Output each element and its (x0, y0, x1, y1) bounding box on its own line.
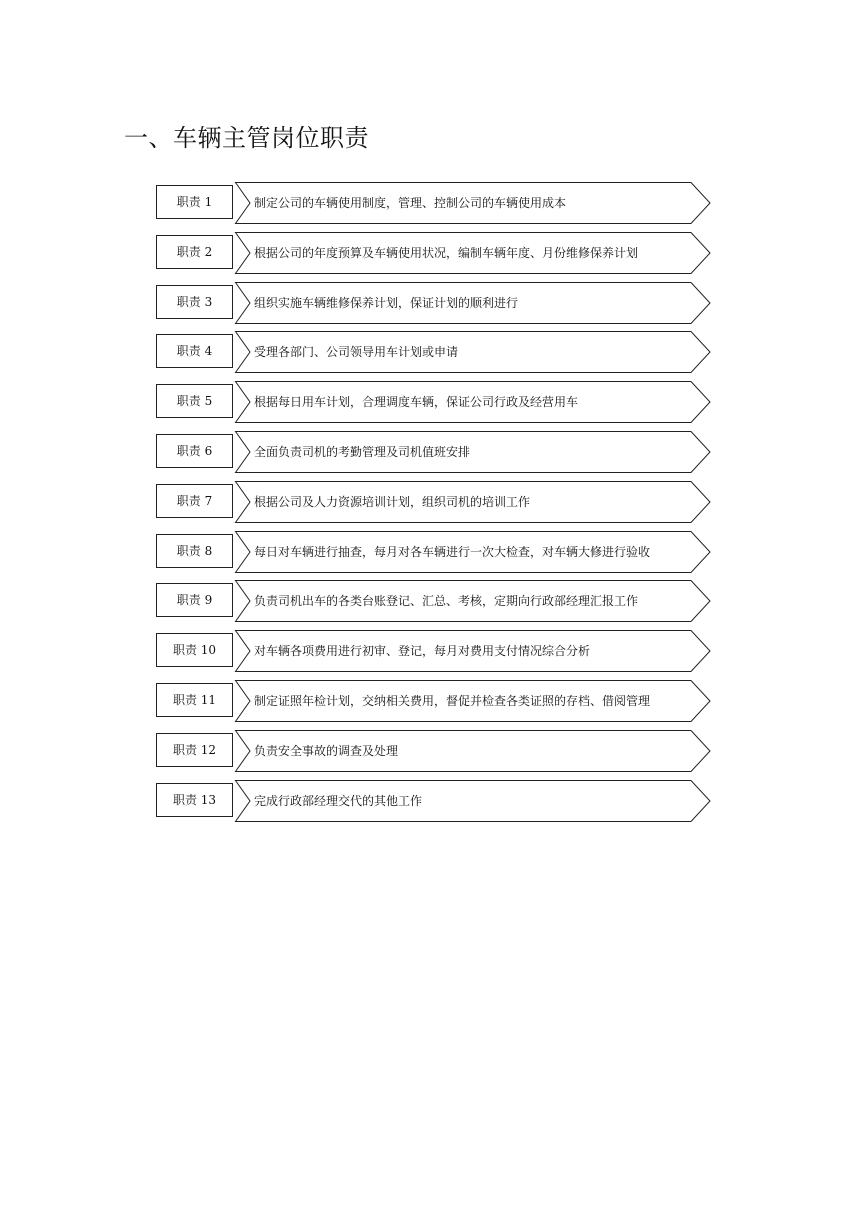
duty-row (156, 780, 716, 822)
duty-description: 受理各部门、公司领导用车计划或申请 (254, 345, 459, 360)
duty-row (156, 182, 716, 224)
duty-row (156, 630, 716, 672)
duty-label: 职责 9 (156, 583, 233, 617)
duty-list (156, 182, 716, 829)
duty-row (156, 282, 716, 324)
duty-arrow-shape (235, 780, 711, 822)
duty-label: 职责 8 (156, 534, 233, 568)
duty-label: 职责 3 (156, 285, 233, 319)
duty-arrow-shape (235, 331, 711, 373)
duty-description: 根据公司及人力资源培训计划，组织司机的培训工作 (254, 494, 531, 509)
duty-arrow-shape (235, 730, 711, 772)
duty-label: 职责 11 (156, 683, 233, 717)
duty-arrow-shape (235, 481, 711, 523)
duty-arrow-shape (235, 282, 711, 324)
duty-label: 职责 2 (156, 235, 233, 269)
duty-description: 负责安全事故的调查及处理 (254, 743, 399, 758)
duty-row (156, 531, 716, 573)
duty-arrow-shape (235, 431, 711, 473)
duty-label: 职责 4 (156, 334, 233, 368)
duty-label: 职责 12 (156, 733, 233, 767)
duty-description: 对车辆各项费用进行初审、登记，每月对费用支付情况综合分析 (254, 644, 591, 659)
duty-label: 职责 5 (156, 384, 233, 418)
duty-description: 每日对车辆进行抽查，每月对各车辆进行一次大检查，对车辆大修进行验收 (254, 544, 651, 559)
duty-label: 职责 1 (156, 185, 233, 219)
duty-label: 职责 6 (156, 434, 233, 468)
duty-arrow-shape (235, 182, 711, 224)
duty-arrow-shape (235, 531, 711, 573)
duty-description: 组织实施车辆维修保养计划，保证计划的顺利进行 (254, 295, 519, 310)
duty-description: 根据每日用车计划，合理调度车辆，保证公司行政及经营用车 (254, 395, 579, 410)
duty-row (156, 680, 716, 722)
page-title: 一、车辆主管岗位职责 (124, 124, 369, 152)
duty-label: 职责 13 (156, 783, 233, 817)
duty-arrow-shape (235, 680, 711, 722)
duty-arrow-shape (235, 630, 711, 672)
duty-arrow-shape (235, 232, 711, 274)
duty-description: 制定公司的车辆使用制度，管理、控制公司的车辆使用成本 (254, 196, 567, 210)
duty-description: 制定证照年检计划，交纳相关费用，督促并检查各类证照的存档、借阅管理 (254, 693, 651, 708)
duty-description: 负责司机出车的各类台账登记、汇总、考核，定期向行政部经理汇报工作 (254, 594, 639, 609)
duty-description: 全面负责司机的考勤管理及司机值班安排 (254, 444, 471, 459)
duty-description: 根据公司的年度预算及车辆使用状况，编制车辆年度、月份维修保养计划 (254, 245, 639, 260)
duty-row (156, 481, 716, 523)
duty-row (156, 331, 716, 373)
duty-label: 职责 10 (156, 633, 233, 667)
duty-row (156, 232, 716, 274)
duty-arrow-shape (235, 580, 711, 622)
duty-row (156, 730, 716, 772)
duty-row (156, 431, 716, 473)
duty-row (156, 580, 716, 622)
duty-arrow-shape (235, 381, 711, 423)
duty-description: 完成行政部经理交代的其他工作 (254, 793, 423, 808)
duty-label: 职责 7 (156, 484, 233, 518)
duty-row (156, 381, 716, 423)
